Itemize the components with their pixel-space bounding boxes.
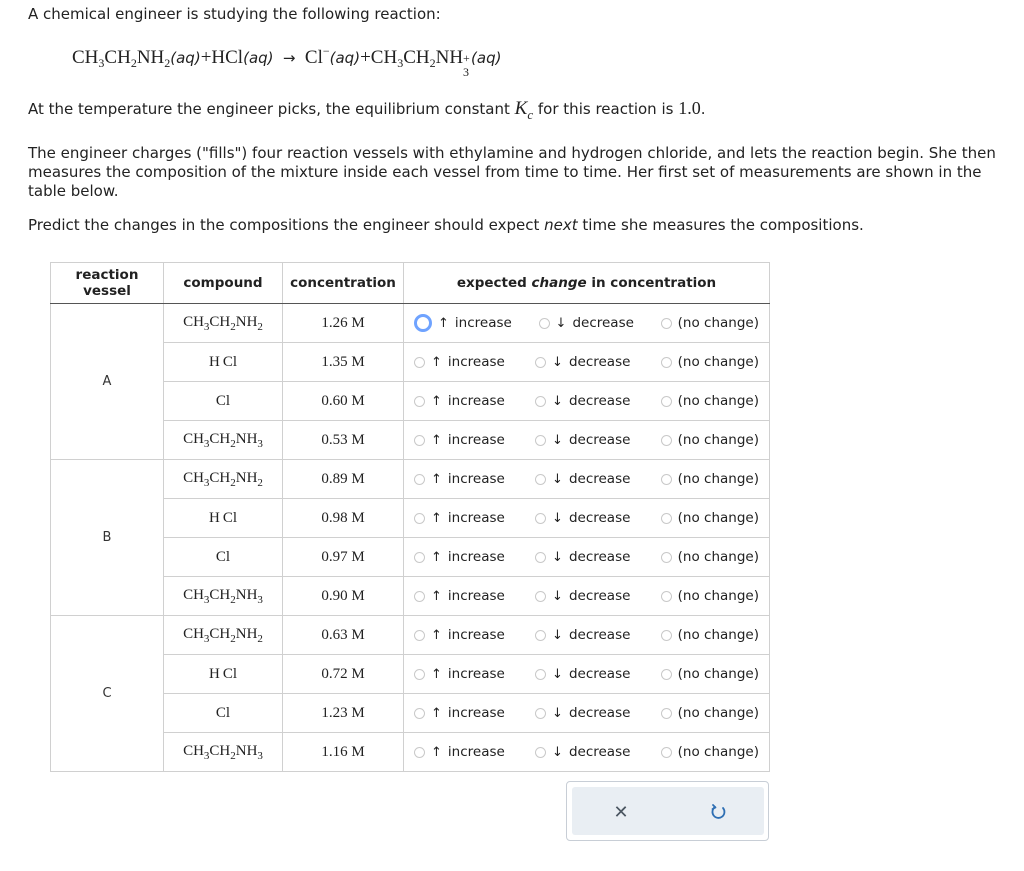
change-options xyxy=(404,421,770,460)
option-label: increase xyxy=(447,744,505,760)
concentration-value: 0.98 M xyxy=(283,499,404,538)
option-label: (no change) xyxy=(677,432,759,448)
concentration-value: 0.63 M xyxy=(283,616,404,655)
decrease-option[interactable] xyxy=(535,510,630,526)
change-options xyxy=(404,304,770,343)
radio-button[interactable] xyxy=(535,708,546,719)
radio-button[interactable] xyxy=(661,513,672,524)
radio-button[interactable] xyxy=(414,435,425,446)
increase-option[interactable] xyxy=(414,432,505,448)
option-label: (no change) xyxy=(677,627,759,643)
radio-button[interactable] xyxy=(535,747,546,758)
radio-button[interactable] xyxy=(661,591,672,602)
option-label: (no change) xyxy=(677,471,759,487)
option-label: (no change) xyxy=(677,393,759,409)
concentration-value: 0.97 M xyxy=(283,538,404,577)
radio-button[interactable] xyxy=(414,630,425,641)
increase-option[interactable] xyxy=(414,627,505,643)
decrease-option[interactable] xyxy=(535,393,630,409)
concentration-value: 1.23 M xyxy=(283,694,404,733)
option-label: increase xyxy=(447,549,505,565)
radio-button[interactable] xyxy=(414,591,425,602)
header-concentration: concentration xyxy=(283,263,404,304)
radio-button[interactable] xyxy=(414,747,425,758)
x-icon: ✕ xyxy=(613,801,629,823)
option-label: decrease xyxy=(568,549,631,565)
increase-option[interactable] xyxy=(414,549,505,565)
option-label: increase xyxy=(447,627,505,643)
concentration-value: 1.26 M xyxy=(283,304,404,343)
no-change-option[interactable] xyxy=(661,315,759,331)
radio-button[interactable] xyxy=(661,357,672,368)
concentration-value: 1.16 M xyxy=(283,733,404,772)
radio-button[interactable] xyxy=(535,396,546,407)
prediction-prompt: Predict the changes in the compositions the engineer should expect next time she measures the compositions. xyxy=(28,216,864,234)
concentration-value: 0.89 M xyxy=(283,460,404,499)
radio-button[interactable] xyxy=(535,513,546,524)
up-arrow-icon: ↑ xyxy=(438,315,449,331)
change-options xyxy=(404,343,770,382)
reaction-arrow-icon: → xyxy=(282,49,296,67)
up-arrow-icon: ↑ xyxy=(431,471,442,487)
decrease-option[interactable] xyxy=(535,744,630,760)
option-label: increase xyxy=(447,666,505,682)
undo-button[interactable] xyxy=(706,799,732,825)
down-arrow-icon: ↓ xyxy=(552,432,563,448)
concentration-value: 1.35 M xyxy=(283,343,404,382)
no-change-option[interactable] xyxy=(661,432,759,448)
option-label: decrease xyxy=(568,705,631,721)
vessel-label: B xyxy=(51,460,164,616)
increase-option[interactable] xyxy=(414,666,505,682)
decrease-option[interactable] xyxy=(535,354,630,370)
radio-button[interactable] xyxy=(414,396,425,407)
header-compound: compound xyxy=(164,263,283,304)
clear-button[interactable] xyxy=(608,799,634,825)
concentration-value: 0.60 M xyxy=(283,382,404,421)
up-arrow-icon: ↑ xyxy=(431,510,442,526)
radio-button[interactable] xyxy=(414,513,425,524)
compound-ethylamine: $CH_3CH_2NH_2$ xyxy=(164,304,283,343)
increase-option[interactable] xyxy=(414,314,512,332)
no-change-option[interactable] xyxy=(661,471,759,487)
option-label: (no change) xyxy=(677,588,759,604)
compound-hcl: H Cl xyxy=(164,499,283,538)
no-change-option[interactable] xyxy=(661,705,759,721)
reaction-equation: $CH_3CH_2NH_2(aq)+HCl(aq) \to Cl^-(aq)+CH_3CH_2NH$ + 3 (aq) xyxy=(72,44,502,79)
option-label: increase xyxy=(447,354,505,370)
no-change-option[interactable] xyxy=(661,510,759,526)
decrease-option[interactable] xyxy=(539,315,634,331)
increase-option[interactable] xyxy=(414,705,505,721)
compound-chloride: Cl xyxy=(164,382,283,421)
concentration-value: 0.53 M xyxy=(283,421,404,460)
radio-button[interactable] xyxy=(661,318,672,329)
action-bar xyxy=(572,787,764,835)
down-arrow-icon: ↓ xyxy=(552,588,563,604)
option-label: (no change) xyxy=(677,744,759,760)
option-label: decrease xyxy=(568,510,631,526)
up-arrow-icon: ↑ xyxy=(431,354,442,370)
answer-actions xyxy=(566,781,769,841)
change-options xyxy=(404,616,770,655)
up-arrow-icon: ↑ xyxy=(431,666,442,682)
no-change-option[interactable] xyxy=(661,627,759,643)
decrease-option[interactable] xyxy=(535,627,630,643)
compound-chloride: Cl xyxy=(164,694,283,733)
concentration-value: 0.90 M xyxy=(283,577,404,616)
option-label: decrease xyxy=(568,744,631,760)
increase-option[interactable] xyxy=(414,354,505,370)
up-arrow-icon: ↑ xyxy=(431,393,442,409)
decrease-option[interactable] xyxy=(535,432,630,448)
option-label: increase xyxy=(454,315,512,331)
no-change-option[interactable] xyxy=(661,393,759,409)
change-options xyxy=(404,694,770,733)
radio-button[interactable] xyxy=(661,552,672,563)
radio-button[interactable] xyxy=(535,357,546,368)
option-label: increase xyxy=(447,471,505,487)
intro-text: A chemical engineer is studying the following reaction: xyxy=(28,5,441,23)
down-arrow-icon: ↓ xyxy=(552,744,563,760)
down-arrow-icon: ↓ xyxy=(552,471,563,487)
radio-button[interactable] xyxy=(661,435,672,446)
decrease-option[interactable] xyxy=(535,705,630,721)
radio-button[interactable] xyxy=(414,474,425,485)
header-reaction-vessel: reaction vessel xyxy=(51,263,164,304)
change-options xyxy=(404,538,770,577)
radio-button[interactable] xyxy=(535,552,546,563)
concentration-value: 0.72 M xyxy=(283,655,404,694)
up-arrow-icon: ↑ xyxy=(431,588,442,604)
option-label: increase xyxy=(447,588,505,604)
option-label: (no change) xyxy=(677,354,759,370)
increase-option[interactable] xyxy=(414,588,505,604)
up-arrow-icon: ↑ xyxy=(431,705,442,721)
compound-hcl: H Cl xyxy=(164,343,283,382)
up-arrow-icon: ↑ xyxy=(431,627,442,643)
down-arrow-icon: ↓ xyxy=(555,315,567,331)
down-arrow-icon: ↓ xyxy=(552,627,563,643)
option-label: decrease xyxy=(568,354,631,370)
radio-button[interactable] xyxy=(661,747,672,758)
header-expected-change: expected change in concentration xyxy=(404,263,770,304)
option-label: decrease xyxy=(568,393,631,409)
change-options xyxy=(404,499,770,538)
option-label: (no change) xyxy=(677,705,759,721)
compound-ethylammonium: $CH_3CH_2NH_3$ xyxy=(164,577,283,616)
compound-ethylamine: $CH_3CH_2NH_2$ xyxy=(164,616,283,655)
compound-ethylamine: $CH_3CH_2NH_2$ xyxy=(164,460,283,499)
no-change-option[interactable] xyxy=(661,666,759,682)
radio-button[interactable] xyxy=(535,435,546,446)
up-arrow-icon: ↑ xyxy=(431,432,442,448)
option-label: increase xyxy=(447,510,505,526)
option-label: (no change) xyxy=(677,666,759,682)
up-arrow-icon: ↑ xyxy=(431,549,442,565)
option-label: increase xyxy=(447,705,505,721)
decrease-option[interactable] xyxy=(535,588,630,604)
compound-ethylammonium: $CH_3CH_2NH_3$ xyxy=(164,733,283,772)
decrease-option[interactable] xyxy=(535,471,630,487)
vessel-label: C xyxy=(51,616,164,772)
radio-button[interactable] xyxy=(661,708,672,719)
option-label: increase xyxy=(447,432,505,448)
option-label: decrease xyxy=(572,315,634,331)
radio-button[interactable] xyxy=(661,474,672,485)
change-options xyxy=(404,655,770,694)
radio-button[interactable] xyxy=(661,669,672,680)
increase-option[interactable] xyxy=(414,471,505,487)
increase-option[interactable] xyxy=(414,744,505,760)
table-row xyxy=(51,616,770,655)
change-options xyxy=(404,382,770,421)
radio-button[interactable] xyxy=(535,630,546,641)
option-label: decrease xyxy=(568,666,631,682)
radio-button[interactable] xyxy=(539,318,550,329)
table-row xyxy=(51,304,770,343)
radio-button[interactable] xyxy=(414,357,425,368)
undo-icon xyxy=(710,803,728,821)
table-row xyxy=(51,460,770,499)
decrease-option[interactable] xyxy=(535,549,630,565)
radio-button[interactable] xyxy=(414,314,432,332)
down-arrow-icon: ↓ xyxy=(552,510,563,526)
no-change-option[interactable] xyxy=(661,354,759,370)
radio-button[interactable] xyxy=(414,708,425,719)
equilibrium-constant-statement: At the temperature the engineer picks, the equilibrium constant Kc for this reaction is 1.0. xyxy=(28,98,706,122)
up-arrow-icon: ↑ xyxy=(431,744,442,760)
down-arrow-icon: ↓ xyxy=(552,666,563,682)
down-arrow-icon: ↓ xyxy=(552,705,563,721)
down-arrow-icon: ↓ xyxy=(552,354,563,370)
option-label: decrease xyxy=(568,627,631,643)
down-arrow-icon: ↓ xyxy=(552,549,563,565)
compound-chloride: Cl xyxy=(164,538,283,577)
problem-paragraph: The engineer charges ("fills") four reaction vessels with ethylamine and hydrogen chloride, and lets the reaction begin. She then measures the composition of the mixture inside each vessel from time to time. Her first set of measurements are shown in the table below. xyxy=(28,144,996,200)
option-label: decrease xyxy=(568,471,631,487)
change-options xyxy=(404,460,770,499)
option-label: (no change) xyxy=(677,510,759,526)
increase-option[interactable] xyxy=(414,510,505,526)
radio-button[interactable] xyxy=(661,630,672,641)
decrease-option[interactable] xyxy=(535,666,630,682)
increase-option[interactable] xyxy=(414,393,505,409)
option-label: (no change) xyxy=(677,549,759,565)
radio-button[interactable] xyxy=(414,669,425,680)
option-label: decrease xyxy=(568,588,631,604)
radio-button[interactable] xyxy=(414,552,425,563)
radio-button[interactable] xyxy=(535,474,546,485)
vessel-label: A xyxy=(51,304,164,460)
change-options xyxy=(404,577,770,616)
radio-button[interactable] xyxy=(661,396,672,407)
change-options xyxy=(404,733,770,772)
composition-table xyxy=(50,262,770,772)
no-change-option[interactable] xyxy=(661,549,759,565)
radio-button[interactable] xyxy=(535,591,546,602)
option-label: decrease xyxy=(568,432,631,448)
option-label: (no change) xyxy=(677,315,759,331)
radio-button[interactable] xyxy=(535,669,546,680)
no-change-option[interactable] xyxy=(661,744,759,760)
no-change-option[interactable] xyxy=(661,588,759,604)
compound-ethylammonium: $CH_3CH_2NH_3$ xyxy=(164,421,283,460)
down-arrow-icon: ↓ xyxy=(552,393,563,409)
compound-hcl: H Cl xyxy=(164,655,283,694)
option-label: increase xyxy=(447,393,505,409)
